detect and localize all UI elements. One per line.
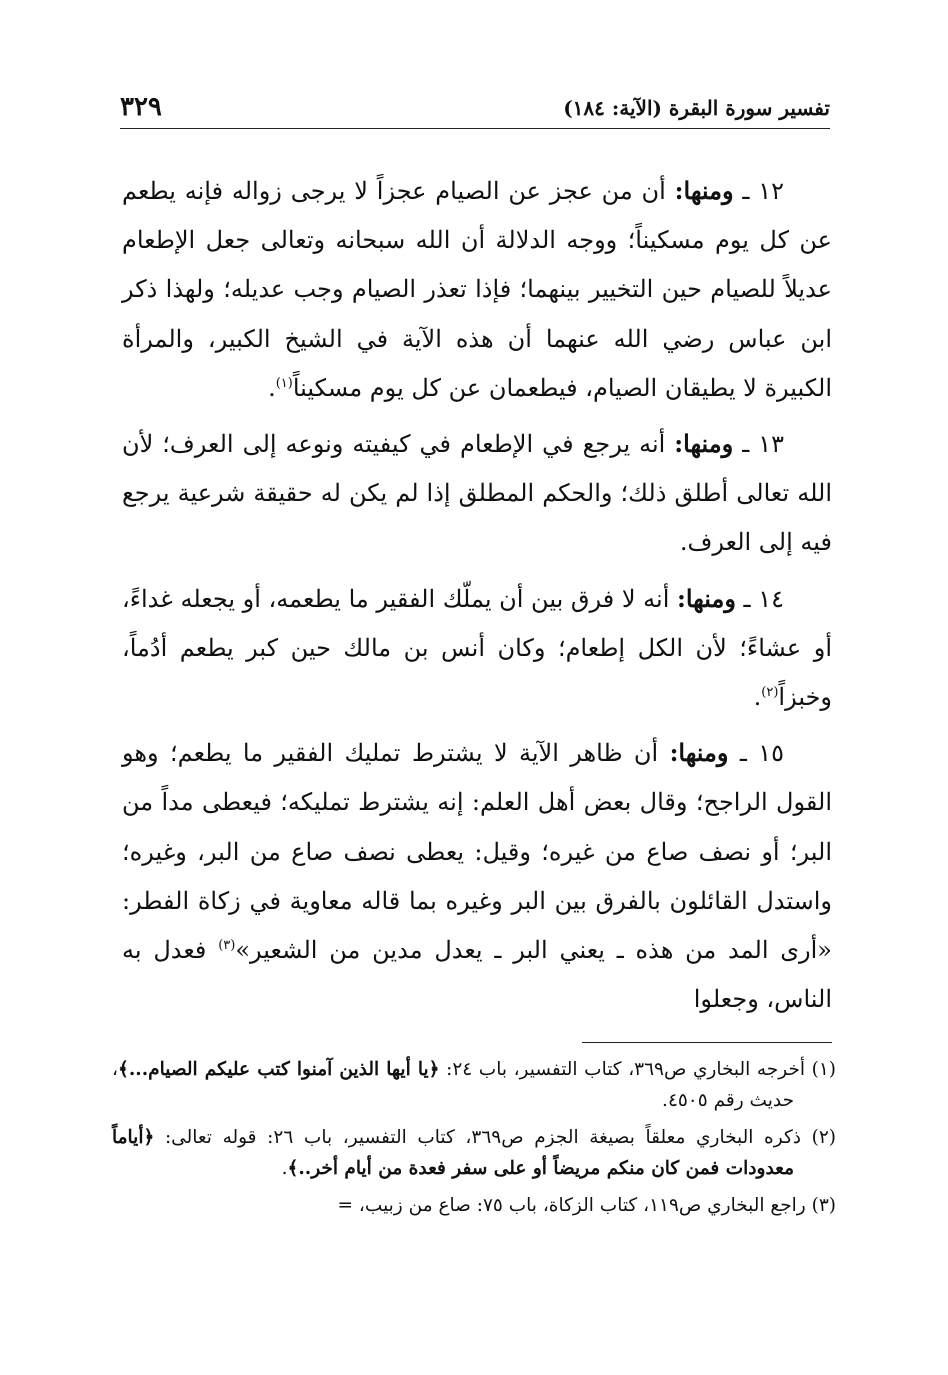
paragraph-keyword: ومنها: [674,176,734,205]
footnote-after: ، حديث رقم ٤٥٠٥. [112,1059,794,1111]
paragraph-keyword: ومنها: [674,429,734,459]
paragraph-text: أنه لا فرق بين أن يملّك الفقير ما يطعمه، أو يجعله غداءً، أو عشاءً؛ لأن الكل إطعام؛ وكان أنس بن مالك حين كبر يطعم أدُماً، وخبزاً [121,584,832,712]
footnote-ref[interactable]: (٢) [761,685,779,701]
paragraph-keyword: ومنها: [677,583,736,613]
page-header [120,92,830,128]
paragraph-tail: . [753,683,762,712]
footnote-rule [582,1042,832,1043]
footnote-quote: ﴿يا أيها الذين آمنوا كتب عليكم الصيام...﴾ [117,1059,440,1080]
footnote-text: راجع البخاري ص١١٩، كتاب الزكاة، باب ٧٥: صاع من زبيب، = [337,1195,812,1216]
paragraph-text: أن من عجز عن الصيام عجزاً لا يرجى زواله فإنه يطعم عن كل يوم مسكيناً؛ ووجه الدلالة أن الله سبحانه وتعالى جعل الإطعام عديلاً للصيام حين التخيير بينهما؛ فإذا تعذر الصيام وجب عديله؛ ولهذا ذكر ابن عباس رضي الله عنهما أن هذه الآية في الشيخ الكبير، والمرأة الكبيرة لا يطيقان الصيام، فيطعمان عن كل يوم مسكيناً [122,177,833,402]
footnote-3 [112,1190,836,1221]
footnote-mark: (٢) [811,1127,836,1148]
paragraph-14 [122,574,832,723]
page-number: ٣٢٩ [120,92,162,122]
paragraph-15 [122,728,832,1024]
paragraph-number: ١٥ ـ [728,739,784,768]
paragraph-13 [122,419,832,568]
body-text [122,166,832,1030]
footnote-ref[interactable]: (٣) [218,938,236,954]
paragraph-text: أن ظاهر الآية لا يشترط تمليك الفقير ما يطعم؛ وهو القول الراجح؛ وقال بعض أهل العلم: إنه يشترط تمليكه؛ فيعطى مداً من البر؛ أو نصف صاع من غيره؛ وقيل: يعطى نصف صاع من البر، وغيره؛ واستدل القائلون بالفرق بين البر وغيره بما قاله معاوية في زكاة الفطر: «أرى المد من هذه ـ يعني البر ـ يعدل مدين من الشعير» [122,739,832,965]
paragraph-12 [122,166,832,413]
paragraph-number: ١٢ ـ [733,177,784,205]
footnote-text: أخرجه البخاري ص٣٦٩، كتاب التفسير، باب ٢٤: [439,1059,812,1080]
paragraph-keyword: ومنها: [669,738,729,768]
footnotes [112,1054,836,1227]
footnote-text: ذكره البخاري معلقاً بصيغة الجزم ص٣٦٩، كتاب التفسير، باب ٢٦: قوله تعالى: [154,1127,812,1148]
footnote-after: . [281,1158,288,1179]
footnote-mark: (٣) [811,1195,836,1216]
header-rule [120,128,830,129]
paragraph-text: أنه يرجع في الإطعام في كيفيته ونوعه إلى العرف؛ لأن الله تعالى أطلق ذلك؛ والحكم المطلق إذا لم يكن له حقيقة شرعية يرجع فيه إلى العرف. [122,430,832,557]
footnote-2 [112,1122,836,1184]
paragraph-tail: . [268,373,276,402]
paragraph-tail: فعدل به الناس، وجعلوا [122,936,832,1014]
footnote-1 [112,1054,836,1116]
paragraph-number: ١٤ ـ [735,584,784,613]
running-title: تفسير سورة البقرة (الآية: ١٨٤) [563,96,830,120]
paragraph-number: ١٣ ـ [733,430,784,459]
footnote-mark: (١) [811,1059,836,1080]
footnote-quote: ﴿أياماً معدودات فمن كان منكم مريضاً أو على سفر فعدة من أيام أخر..﴾ [112,1127,794,1179]
footnote-ref[interactable]: (١) [275,375,293,391]
